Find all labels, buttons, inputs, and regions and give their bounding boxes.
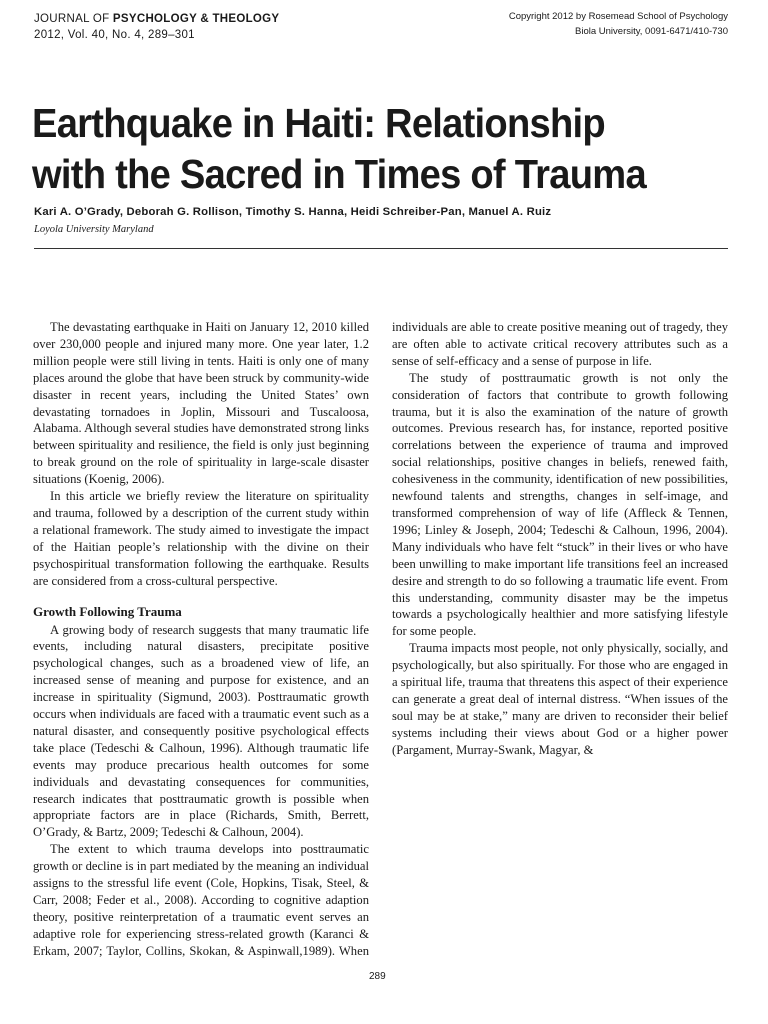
paragraph-spiritual: Trauma impacts most people, not only physically, socially, and psychologically, but also spiritually. For those who are engaged in a spiritual life, trauma that threatens this aspect of their experience can generate a great deal of internal distress. “When issues of the soul may be at stake,” many are driven to reconsider their belief systems including their views about God or a higher power (Pargament, Murray-Swank, Magyar, & [392,641,728,757]
body-column-left [33,319,369,960]
journal-name: JOURNAL OF PSYCHOLOGY & THEOLOGY [34,13,280,25]
copyright-block [509,9,728,39]
section-heading-growth: Growth Following Trauma [33,603,182,619]
body-column-right [392,319,728,759]
author-list: Kari A. O’Grady, Deborah G. Rollison, Timothy S. Hanna, Heidi Schreiber-Pan, Manuel A. Ruiz [34,206,552,218]
page-number: 289 [369,971,386,982]
author-affiliation: Loyola University Maryland [34,224,154,235]
copyright-line: Copyright 2012 by Rosemead School of Psychology [508,11,728,22]
article-title: Earthquake in Haiti: Relationship with the Sacred in Times of Trauma [32,100,646,197]
paragraph-overview: In this article we briefly review the literature on spirituality and trauma, followed by a description of the current study within a relational framework. The study aimed to investigate the impact of the Haitian people’s relationship with the divine on their psychospiritual transformation following the earthquake. Results are considered from a cross-cultural perspective. [33,489,369,588]
institution-line: Biola University, 0091-6471/410-730 [575,26,728,37]
paragraph-extent-start: The extent to which trauma develops into posttraumatic growth or decline is in part mediated by the meaning an individual assigns to the stressful life event (Cole, Hopkins, Tisak, Steel, & Carr, 2008; Feder et al., 2008). According to cognitive adaption theory, positive reinterpretation of a traumatic event serves an adaptive role for experiencing stress-related growth (Karanci & Erkam, 2007; Taylor, Collins, Skokan, & Aspinwall,1989). When [33,842,369,958]
paragraph-intro: The devastating earthquake in Haiti on January 12, 2010 killed over 230,000 people and injured many more. One year later, 1.2 million people were still living in tents. Haiti is only one of many places around the globe that have been struck by community-wide disaster in recent years, including the United States’ own devastating tornadoes in Joplin, Missouri and Tuscaloosa, Alabama. Although several studies have demonstrated strong links between spirituality and resilience, the field is only just beginning to break ground on the role of spirituality in large-scale disaster situations (Koenig, 2006). [33,320,369,487]
paragraph-extent: individuals are able to create positive meaning out of tragedy, they are often able to activate critical recovery attributes such as a sense of self-efficacy and a sense of purpose in life. [392,320,728,368]
paragraph-study: The study of posttraumatic growth is not only the consideration of factors that contribute to growth following trauma, but it is also the examination of the nature of growth outcomes. Previous research has, for instance, reported positive correlations between the experience of trauma and improved social relationships, positive changes in beliefs, renewed faith, cohesiveness in the community, identification of new possibilities, newfound talents and strengths, changes in self-image, and transformed comprehension of way of life (Affleck & Tennen, 1996; Linley & Joseph, 2004; Tedeschi & Calhoun, 1996, 2004). Many individuals who have felt “stuck” in their lives or who have been unwilling to make important life transitions feel an increased desire and strength to do so following a traumatic life event. From this understanding, community disaster may be the impetus towards a psychologically healthier and more satisfying lifestyle for some people. [392,370,728,639]
journal-header [34,11,279,43]
journal-citation: 2012, Vol. 40, No. 4, 289–301 [34,29,195,41]
header-divider [34,248,728,249]
paragraph-growth: A growing body of research suggests that many traumatic life events, including natural disasters, precipitate positive psychological changes, such as a broadened view of life, an increased sense of meaning and purpose for existence, and an increase in spirituality (Sigmund, 2003). Posttraumatic growth occurs when individuals are faced with a traumatic event such as a natural disaster, and consequently positive psychological effects take place (Tedeschi & Calhoun, 1996). Although traumatic life events may produce precarious health outcomes for some individuals and devastating consequences for communities, research indicates that posttraumatic growth is possible when appropriate factors are in place (Richards, Smith, Berrett, O’Grady, & Bartz, 2009; Tedeschi & Calhoun, 2004). [33,622,369,840]
